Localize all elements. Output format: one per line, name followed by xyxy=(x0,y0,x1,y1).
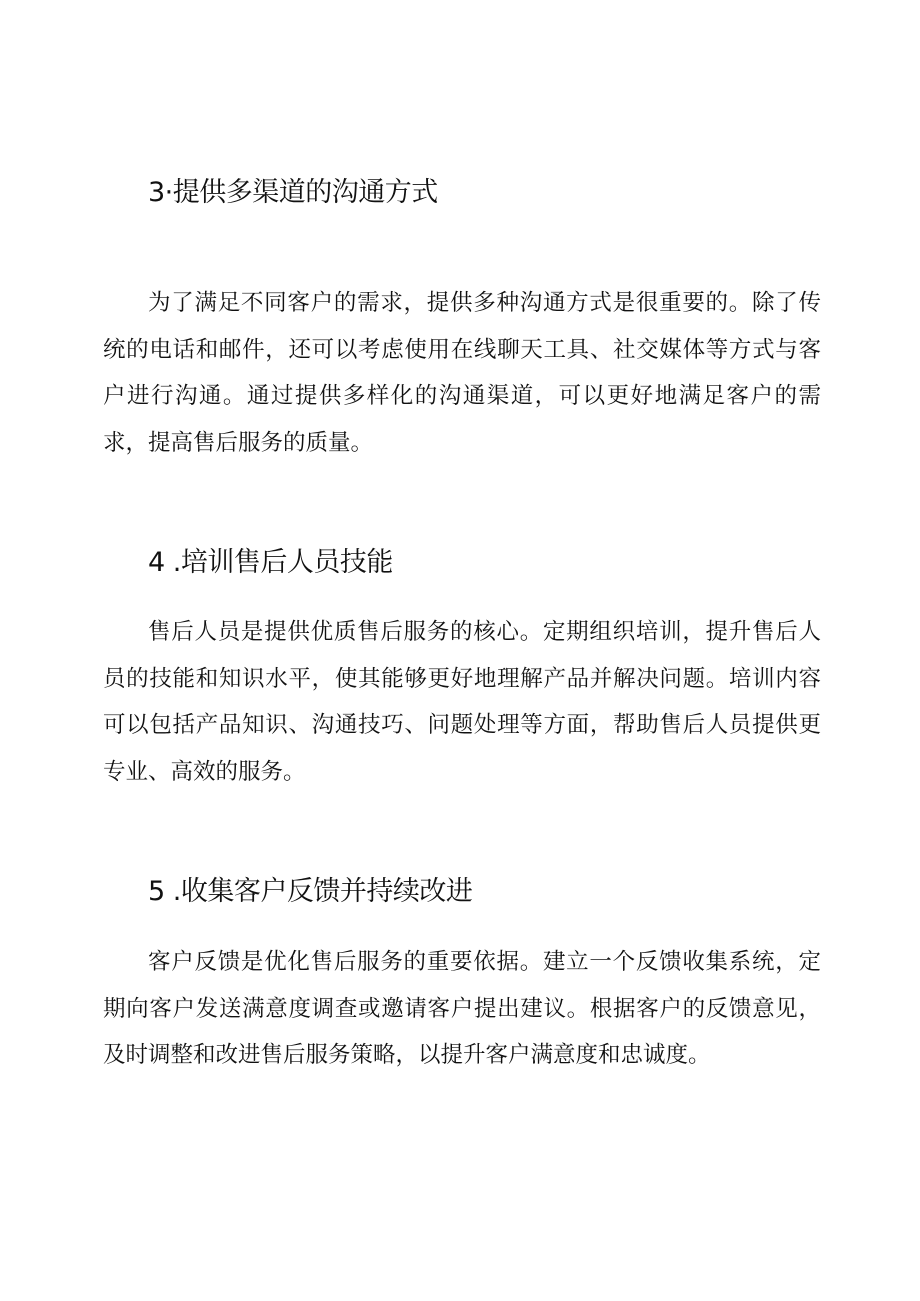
section-4-paragraph: 售后人员是提供优质售后服务的核心。定期组织培训，提升售后人员的技能和知识水平，使其能够更好地理解产品并解决问题。培训内容可以包括产品知识、沟通技巧、问题处理等方面，帮助售后人员提供更专业、高效的服务。 xyxy=(103,619,821,785)
section-5-heading: 5 .收集客户反馈并持续改进 xyxy=(148,876,473,907)
section-3-paragraph: 为了满足不同客户的需求，提供多种沟通方式是很重要的。除了传统的电话和邮件，还可以考虑使用在线聊天工具、社交媒体等方式与客户进行沟通。通过提供多样化的沟通渠道，可以更好地满足客户的需求，提高售后服务的质量。 xyxy=(103,290,821,456)
section-5-paragraph: 客户反馈是优化售后服务的重要依据。建立一个反馈收集系统，定期向客户发送满意度调查或邀请客户提出建议。根据客户的反馈意见，及时调整和改进售后服务策略，以提升客户满意度和忠诚度。 xyxy=(103,949,821,1068)
section-4-heading: 4 .培训售后人员技能 xyxy=(148,547,393,578)
section-3-heading: 3·提供多渠道的沟通方式 xyxy=(148,177,438,208)
